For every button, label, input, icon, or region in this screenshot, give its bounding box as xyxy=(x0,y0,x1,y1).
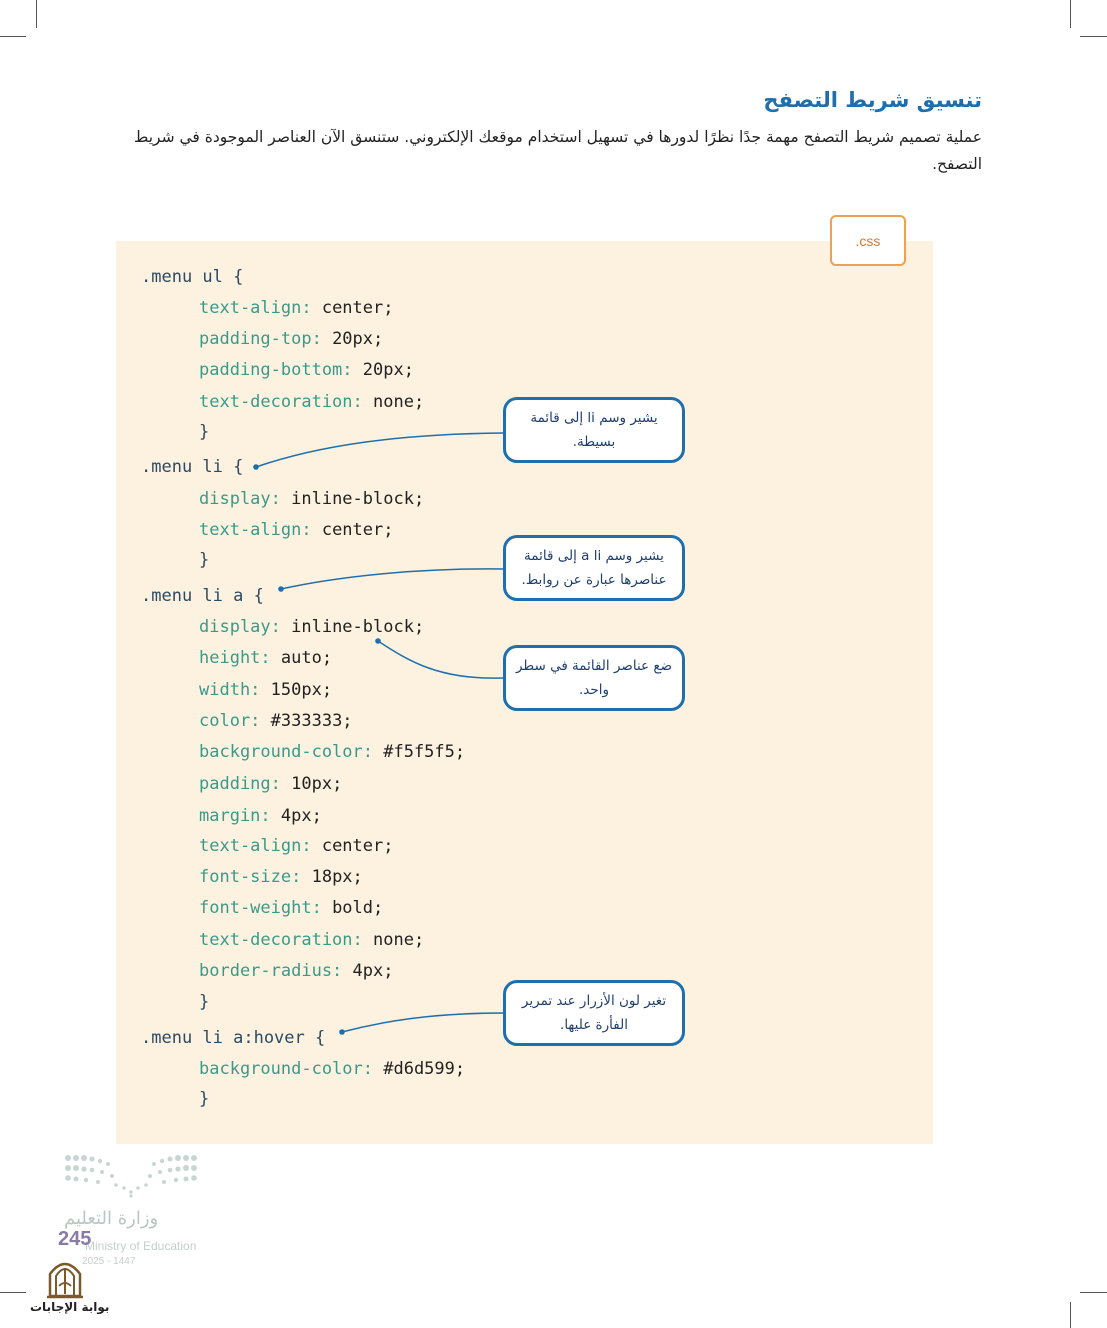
code-value: #f5f5f5; xyxy=(373,742,466,762)
code-value: center; xyxy=(311,836,394,856)
code-value: bold; xyxy=(321,898,384,918)
code-property: margin: xyxy=(199,806,271,826)
code-property: padding-top: xyxy=(199,329,322,349)
code-brace: } xyxy=(199,992,210,1012)
code-value: 20px; xyxy=(321,329,384,349)
code-property: text-decoration: xyxy=(199,392,363,412)
code-property: text-decoration: xyxy=(199,930,363,950)
code-brace: } xyxy=(199,1089,210,1109)
connector-dot xyxy=(253,464,259,470)
callout-li-list: يشير وسم li إلى قائمة بسيطة. xyxy=(503,397,685,463)
code-property: text-align: xyxy=(199,520,312,540)
connector-dot xyxy=(339,1029,345,1035)
code-property: color: xyxy=(199,711,261,731)
connector-dot xyxy=(375,638,381,644)
code-property: height: xyxy=(199,648,271,668)
connector-line xyxy=(378,641,503,678)
connector-line xyxy=(342,1013,503,1032)
code-property: width: xyxy=(199,680,261,700)
code-value: auto; xyxy=(270,648,333,668)
code-property: background-color: xyxy=(199,1059,373,1079)
connector-line xyxy=(281,569,503,589)
page-number: 245 xyxy=(58,1228,92,1250)
code-selector: .menu li a { xyxy=(141,586,264,606)
code-value: 18px; xyxy=(301,867,363,887)
code-value: 4px; xyxy=(342,961,394,981)
code-property: text-align: xyxy=(199,836,312,856)
code-selector: .menu li a:hover { xyxy=(141,1028,326,1048)
code-value: 4px; xyxy=(270,806,322,826)
code-property: background-color: xyxy=(199,742,373,762)
code-selector: .menu li { xyxy=(141,457,244,477)
code-value: none; xyxy=(362,930,425,950)
code-property: padding-bottom: xyxy=(199,360,353,380)
ministry-year: 2025 - 1447 xyxy=(82,1256,136,1267)
css-file-tab: .css xyxy=(830,215,906,266)
code-brace: } xyxy=(199,550,210,570)
section-title: تنسيق شريط التصفح xyxy=(763,88,982,112)
code-value: #333333; xyxy=(260,711,353,731)
code-brace: } xyxy=(199,422,210,442)
ministry-logo-icon xyxy=(60,1150,202,1200)
code-property: padding: xyxy=(199,774,281,794)
code-selector: .menu ul { xyxy=(141,267,244,287)
code-property: display: xyxy=(199,489,281,509)
code-property: font-size: xyxy=(199,867,302,887)
intro-paragraph: عملية تصميم شريط التصفح مهمة جدًا نظرًا لدورها في تسهيل استخدام موقعك الإلكتروني. ستنسق الآن العناصر الموجودة في شريط التصفح. xyxy=(134,128,982,173)
code-value: 10px; xyxy=(280,774,343,794)
code-value: #d6d599; xyxy=(373,1059,466,1079)
code-value: 20px; xyxy=(352,360,414,380)
connector-line xyxy=(256,433,503,467)
code-property: text-align: xyxy=(199,298,312,318)
code-value: none; xyxy=(362,392,425,412)
callout-hover-color: تغير لون الأزرار عند تمرير الفأرة عليها. xyxy=(503,980,685,1046)
code-value: center; xyxy=(311,520,394,540)
callout-li-links: يشير وسم a li إلى قائمة عناصرها عبارة عن روابط. xyxy=(503,535,685,601)
code-property: border-radius: xyxy=(199,961,343,981)
watermark-logo-icon xyxy=(44,1256,86,1300)
watermark-label: بوابة الإجابات xyxy=(30,1300,110,1314)
ministry-name-english: Ministry of Education xyxy=(85,1239,197,1253)
code-value: inline-block; xyxy=(280,617,425,637)
code-value: 150px; xyxy=(260,680,333,700)
ministry-name-arabic: وزارة التعليم xyxy=(64,1208,159,1229)
connector-dot xyxy=(278,586,284,592)
callout-inline-items: ضع عناصر القائمة في سطر واحد. xyxy=(503,645,685,711)
code-property: display: xyxy=(199,617,281,637)
code-value: center; xyxy=(311,298,394,318)
code-property: font-weight: xyxy=(199,898,322,918)
code-value: inline-block; xyxy=(280,489,425,509)
